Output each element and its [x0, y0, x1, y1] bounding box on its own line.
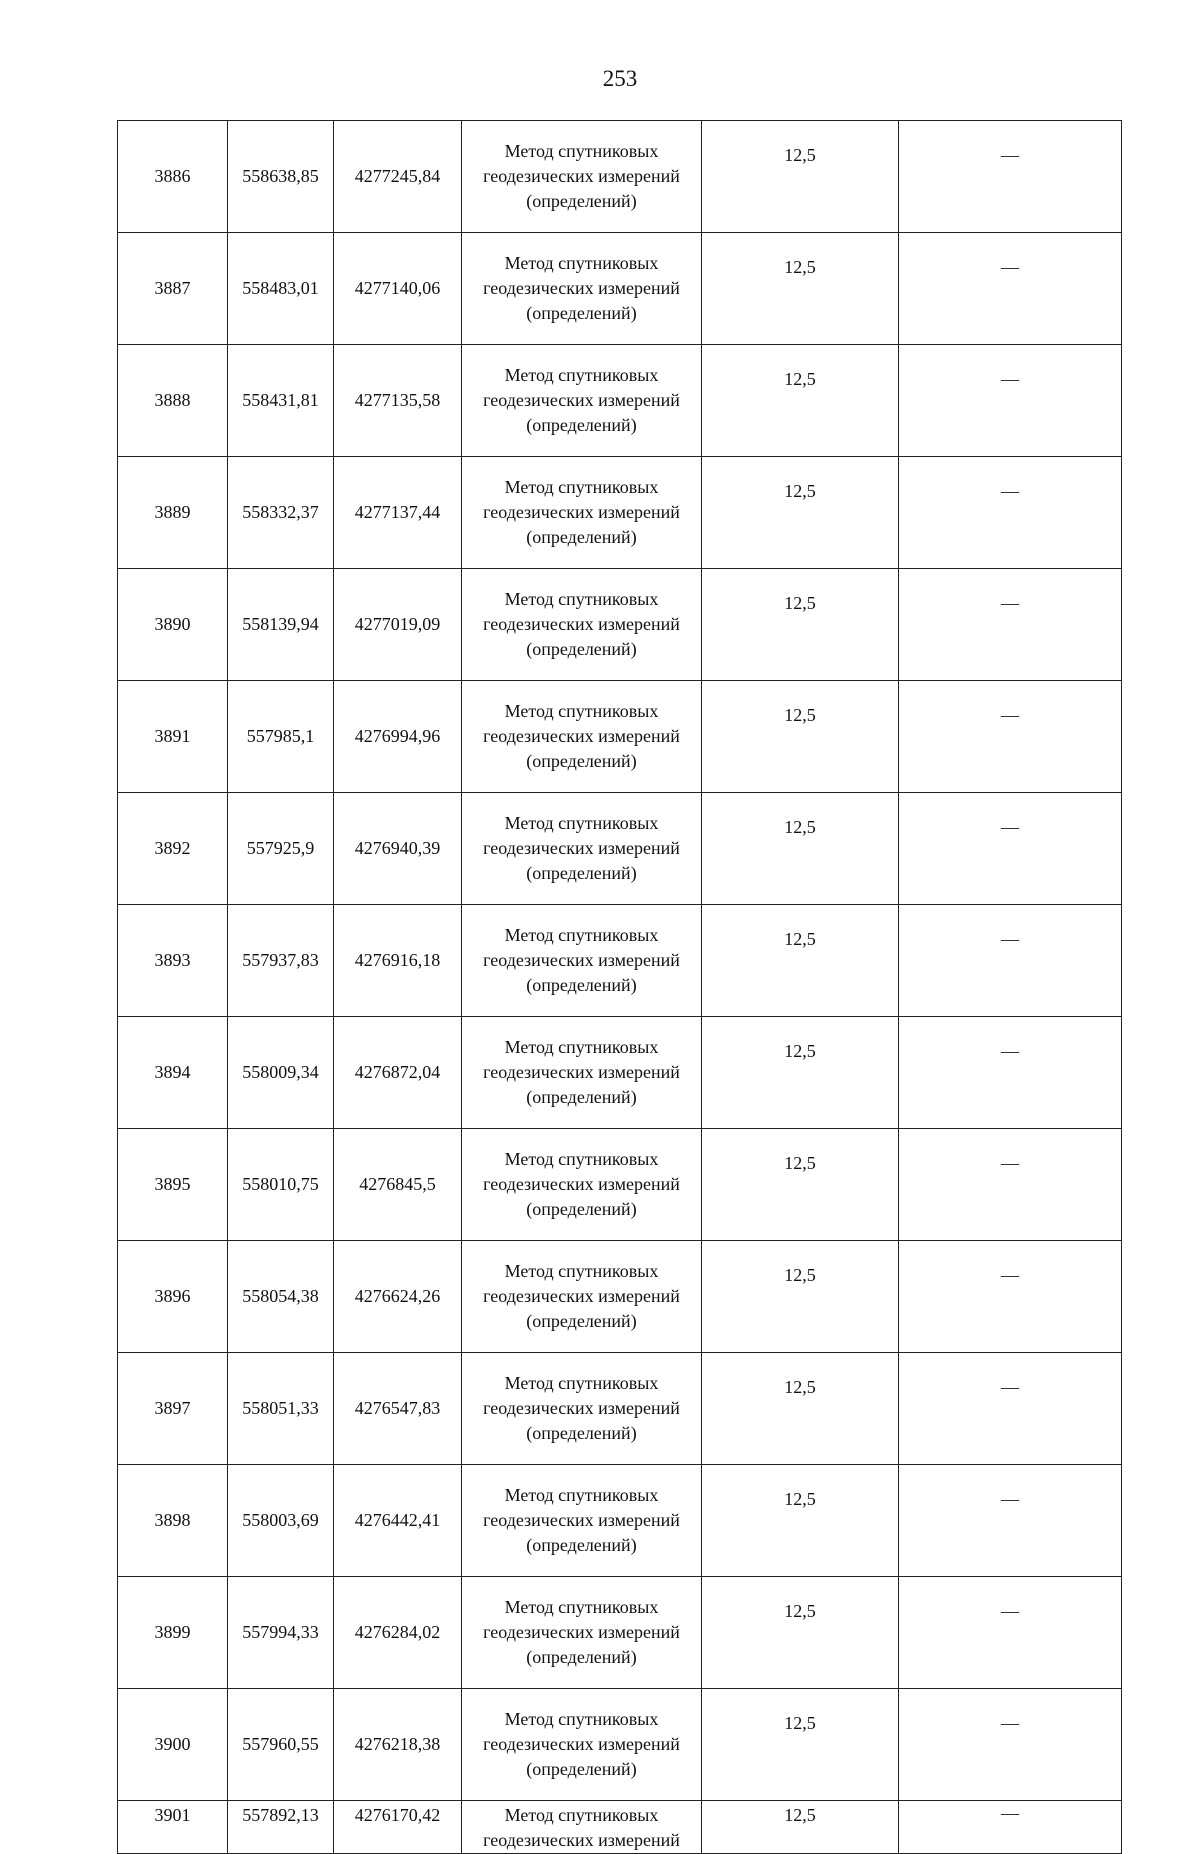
accuracy-cell: 12,5: [702, 1801, 899, 1854]
method-line: геодезических измерений: [483, 950, 680, 970]
x-coordinate-cell: 558139,94: [228, 569, 334, 681]
note-dash: —: [1001, 257, 1019, 277]
method-line: геодезических измерений: [483, 1286, 680, 1306]
point-number-cell: 3889: [118, 457, 228, 569]
accuracy-cell: 12,5: [702, 1689, 899, 1801]
note-cell: [899, 793, 1122, 905]
y-coordinate-cell: 4276872,04: [334, 1017, 462, 1129]
method-line: (определений): [526, 415, 637, 435]
y-coordinate-cell: 4277019,09: [334, 569, 462, 681]
method-line: (определений): [526, 1535, 637, 1555]
note-dash: —: [1001, 1153, 1019, 1173]
y-coordinate-cell: 4276940,39: [334, 793, 462, 905]
note-cell: [899, 121, 1122, 233]
note-dash: —: [1001, 481, 1019, 501]
method-line: геодезических измерений: [483, 726, 680, 746]
method-line: геодезических измерений: [483, 278, 680, 298]
method-line: геодезических измерений: [483, 1510, 680, 1530]
point-number-cell: 3896: [118, 1241, 228, 1353]
y-coordinate-cell: 4276170,42: [334, 1801, 462, 1854]
method-line: геодезических измерений: [483, 1734, 680, 1754]
method-cell: [462, 121, 702, 233]
note-cell: [899, 345, 1122, 457]
x-coordinate-cell: 558483,01: [228, 233, 334, 345]
accuracy-cell: 12,5: [702, 793, 899, 905]
x-coordinate-cell: 558010,75: [228, 1129, 334, 1241]
method-cell: [462, 1129, 702, 1241]
y-coordinate-cell: 4276994,96: [334, 681, 462, 793]
note-dash: —: [1001, 593, 1019, 613]
method-line: Метод спутниковых: [504, 925, 659, 945]
accuracy-cell: 12,5: [702, 121, 899, 233]
method-line: Метод спутниковых: [504, 1709, 659, 1729]
note-cell: [899, 233, 1122, 345]
method-line: (определений): [526, 1311, 637, 1331]
note-cell: [899, 569, 1122, 681]
table-row: [118, 1801, 1122, 1854]
method-cell: [462, 793, 702, 905]
method-line: геодезических измерений: [483, 1622, 680, 1642]
method-line: Метод спутниковых: [504, 365, 659, 385]
note-dash: —: [1001, 145, 1019, 165]
accuracy-cell: 12,5: [702, 233, 899, 345]
table-row: [118, 1577, 1122, 1689]
x-coordinate-cell: 558051,33: [228, 1353, 334, 1465]
note-cell: [899, 681, 1122, 793]
point-number-cell: 3892: [118, 793, 228, 905]
page-number: 253: [602, 66, 638, 91]
method-line: (определений): [526, 1423, 637, 1443]
table-row: [118, 457, 1122, 569]
accuracy-cell: 12,5: [702, 1241, 899, 1353]
y-coordinate-cell: 4276916,18: [334, 905, 462, 1017]
note-cell: [899, 457, 1122, 569]
note-cell: [899, 905, 1122, 1017]
x-coordinate-cell: 557960,55: [228, 1689, 334, 1801]
point-number-cell: 3897: [118, 1353, 228, 1465]
y-coordinate-cell: 4277137,44: [334, 457, 462, 569]
table-row: [118, 1689, 1122, 1801]
accuracy-cell: 12,5: [702, 681, 899, 793]
method-cell: [462, 1017, 702, 1129]
method-line: Метод спутниковых: [504, 477, 659, 497]
method-cell: [462, 1577, 702, 1689]
method-line: Метод спутниковых: [504, 589, 659, 609]
point-number-cell: 3891: [118, 681, 228, 793]
point-number-cell: 3890: [118, 569, 228, 681]
note-cell: [899, 1801, 1122, 1854]
accuracy-cell: 12,5: [702, 1129, 899, 1241]
accuracy-cell: 12,5: [702, 905, 899, 1017]
note-dash: —: [1001, 1489, 1019, 1509]
point-number-cell: 3895: [118, 1129, 228, 1241]
method-line: геодезических измерений: [483, 838, 680, 858]
table-row: [118, 233, 1122, 345]
accuracy-cell: 12,5: [702, 345, 899, 457]
method-line: Метод спутниковых: [504, 141, 659, 161]
method-line: (определений): [526, 751, 637, 771]
y-coordinate-cell: 4276547,83: [334, 1353, 462, 1465]
note-dash: —: [1001, 1265, 1019, 1285]
note-dash: —: [1001, 1803, 1019, 1823]
note-dash: —: [1001, 369, 1019, 389]
note-cell: [899, 1689, 1122, 1801]
method-line: Метод спутниковых: [504, 813, 659, 833]
method-line: (определений): [526, 1087, 637, 1107]
method-cell: [462, 569, 702, 681]
point-number-cell: 3898: [118, 1465, 228, 1577]
x-coordinate-cell: 557937,83: [228, 905, 334, 1017]
method-line: (определений): [526, 1647, 637, 1667]
y-coordinate-cell: 4277245,84: [334, 121, 462, 233]
x-coordinate-cell: 558003,69: [228, 1465, 334, 1577]
method-line: Метод спутниковых: [504, 1037, 659, 1057]
note-dash: —: [1001, 817, 1019, 837]
method-line: Метод спутниковых: [504, 701, 659, 721]
note-dash: —: [1001, 1041, 1019, 1061]
method-cell: [462, 905, 702, 1017]
y-coordinate-cell: 4277140,06: [334, 233, 462, 345]
method-line: (определений): [526, 1759, 637, 1779]
point-number-cell: 3900: [118, 1689, 228, 1801]
method-line: геодезических измерений: [483, 1174, 680, 1194]
table-row: [118, 1241, 1122, 1353]
point-number-cell: 3901: [118, 1801, 228, 1854]
method-line: (определений): [526, 975, 637, 995]
point-number-cell: 3899: [118, 1577, 228, 1689]
accuracy-cell: 12,5: [702, 457, 899, 569]
y-coordinate-cell: 4276442,41: [334, 1465, 462, 1577]
method-line: Метод спутниковых: [504, 1485, 659, 1505]
table-body: [118, 121, 1122, 1854]
method-line: Метод спутниковых: [504, 1261, 659, 1281]
method-line: Метод спутниковых: [504, 1149, 659, 1169]
method-cell: [462, 1689, 702, 1801]
note-dash: —: [1001, 1713, 1019, 1733]
y-coordinate-cell: 4276624,26: [334, 1241, 462, 1353]
method-line: Метод спутниковых: [504, 1805, 659, 1825]
method-cell: [462, 345, 702, 457]
y-coordinate-cell: 4276218,38: [334, 1689, 462, 1801]
method-line: (определений): [526, 191, 637, 211]
table-row: [118, 905, 1122, 1017]
method-cell: [462, 1353, 702, 1465]
note-cell: [899, 1017, 1122, 1129]
point-number-cell: 3893: [118, 905, 228, 1017]
coordinates-table: [117, 120, 1122, 1854]
point-number-cell: 3888: [118, 345, 228, 457]
x-coordinate-cell: 557925,9: [228, 793, 334, 905]
accuracy-cell: 12,5: [702, 1353, 899, 1465]
note-dash: —: [1001, 1377, 1019, 1397]
accuracy-cell: 12,5: [702, 1465, 899, 1577]
x-coordinate-cell: 557892,13: [228, 1801, 334, 1854]
method-line: (определений): [526, 639, 637, 659]
point-number-cell: 3894: [118, 1017, 228, 1129]
note-cell: [899, 1465, 1122, 1577]
x-coordinate-cell: 558054,38: [228, 1241, 334, 1353]
method-cell: [462, 1801, 702, 1854]
method-line: геодезических измерений: [483, 166, 680, 186]
y-coordinate-cell: 4277135,58: [334, 345, 462, 457]
accuracy-cell: 12,5: [702, 1577, 899, 1689]
note-dash: —: [1001, 1601, 1019, 1621]
method-line: Метод спутниковых: [504, 1373, 659, 1393]
note-cell: [899, 1353, 1122, 1465]
accuracy-cell: 12,5: [702, 1017, 899, 1129]
y-coordinate-cell: 4276284,02: [334, 1577, 462, 1689]
note-dash: —: [1001, 705, 1019, 725]
table-row: [118, 793, 1122, 905]
note-cell: [899, 1129, 1122, 1241]
method-cell: [462, 1465, 702, 1577]
method-line: геодезических измерений: [483, 502, 680, 522]
method-line: (определений): [526, 303, 637, 323]
method-cell: [462, 457, 702, 569]
method-line: геодезических измерений: [483, 614, 680, 634]
method-line: геодезических измерений: [483, 1398, 680, 1418]
method-cell: [462, 1241, 702, 1353]
method-line: геодезических измерений: [483, 1830, 680, 1850]
method-cell: [462, 681, 702, 793]
table-row: [118, 1465, 1122, 1577]
point-number-cell: 3886: [118, 121, 228, 233]
x-coordinate-cell: 557994,33: [228, 1577, 334, 1689]
note-cell: [899, 1577, 1122, 1689]
table-row: [118, 121, 1122, 233]
note-dash: —: [1001, 929, 1019, 949]
table-row: [118, 1129, 1122, 1241]
table-row: [118, 1017, 1122, 1129]
method-line: геодезических измерений: [483, 1062, 680, 1082]
table-row: [118, 681, 1122, 793]
table-row: [118, 345, 1122, 457]
note-cell: [899, 1241, 1122, 1353]
x-coordinate-cell: 558431,81: [228, 345, 334, 457]
point-number-cell: 3887: [118, 233, 228, 345]
method-line: Метод спутниковых: [504, 253, 659, 273]
x-coordinate-cell: 558009,34: [228, 1017, 334, 1129]
method-line: (определений): [526, 863, 637, 883]
method-line: геодезических измерений: [483, 390, 680, 410]
y-coordinate-cell: 4276845,5: [334, 1129, 462, 1241]
x-coordinate-cell: 558638,85: [228, 121, 334, 233]
accuracy-cell: 12,5: [702, 569, 899, 681]
method-line: Метод спутниковых: [504, 1597, 659, 1617]
table-row: [118, 1353, 1122, 1465]
x-coordinate-cell: 557985,1: [228, 681, 334, 793]
method-line: (определений): [526, 527, 637, 547]
x-coordinate-cell: 558332,37: [228, 457, 334, 569]
table-row: [118, 569, 1122, 681]
method-cell: [462, 233, 702, 345]
method-line: (определений): [526, 1199, 637, 1219]
